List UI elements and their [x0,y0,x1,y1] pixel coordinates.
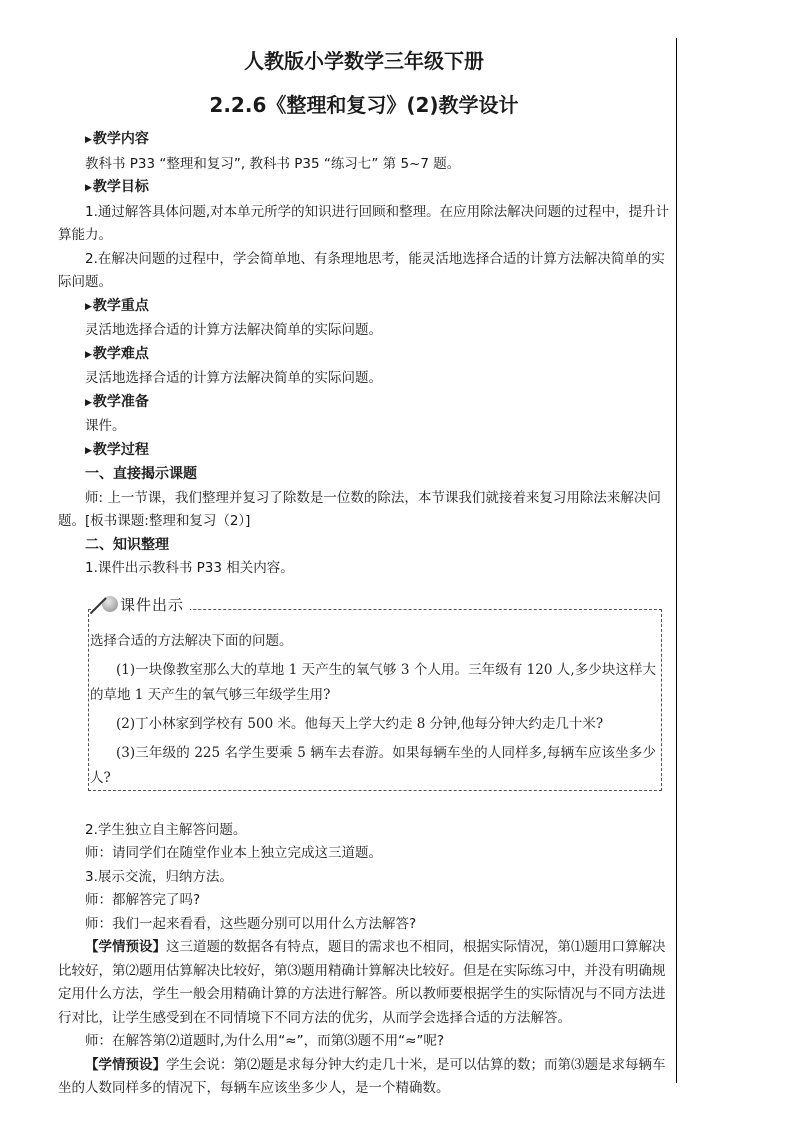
process-step2: 2.学生独立自主解答问题。 [85,821,247,838]
document-body [58,46,670,1101]
courseware-label-text: 课件出示 [120,595,185,614]
learning-preset-2 [58,1054,670,1101]
learning-preset-1 [58,936,670,1030]
courseware-question-2: (2)丁小林家到学校有 500 米。他每天上学大约走 8 分钟,他每分钟大约走几十米? [116,715,604,732]
bullet-arrow-icon: ▶ [85,397,92,408]
heading-text: 教学难点 [92,345,149,362]
section-heading-key [58,295,670,320]
preset-tag: 【学情预设】 [85,939,166,955]
heading-text: 教学过程 [92,441,149,458]
goal-2: 2.在解决问题的过程中，学会简单地、有条理地思考，能灵活地选择合适的计算方法解决简单的实际问题。 [58,250,665,290]
margin-rule-line [676,38,677,1083]
bullet-arrow-icon: ▶ [85,445,92,456]
process-part2-heading: 二、知识整理 [85,536,169,553]
goal-1: 1.通过解答具体问题,对本单元所学的知识进行回顾和整理。在应用除法解决问题的过程中，提升计算能力。 [58,203,670,243]
document-subtitle: 2.2.6《整理和复习》(2)教学设计 [209,93,519,117]
difficulty-text: 灵活地选择合适的计算方法解决简单的实际问题。 [85,370,382,386]
process-step1: 1.课件出示教科书 P33 相关内容。 [85,560,294,576]
courseware-question-3: (3)三年级的 225 名学生要乘 5 辆车去春游。如果每辆车坐的人同样多,每辆车应该坐多少人? [90,744,656,786]
process-step3: 3.展示交流，归纳方法。 [85,868,233,885]
bullet-arrow-icon: ▶ [85,301,92,312]
teacher-line-4: 师：在解答第⑵道题时,为什么用“≈”，而第⑶题不用“≈”呢? [85,1033,445,1049]
teacher-line-3: 师：我们一起来看看，这些题分别可以用什么方法解答? [85,915,417,932]
section-heading-content [58,128,670,153]
content-text: 教科书 P33 “整理和复习”, 教科书 P35 “练习七” 第 5~7 题。 [85,155,461,172]
courseware-box [58,593,670,813]
heading-text: 教学重点 [92,297,149,314]
section-heading-goals [58,176,670,201]
preset-text: 这三道题的数据各有特点，题目的需求也不相同，根据实际情况，第⑴题用口算解决比较好，第⑵题用估算解决比较好，第⑶题用精确计算解决比较好。但是在实际练习中，并没有明确规定用什么方法，学生一般会用精确计算的方法进行解答。所以教师要根据学生的实际情况与不同方法进行对比，让学生感受到在不同情境下不同方法的优劣，从而学会选择合适的方法解答。 [58,939,666,1026]
section-heading-preparation [58,391,670,416]
preset-text: 学生会说：第⑵题是求每分钟大约走几十米，是可以估算的数；而第⑶题是求每辆车坐的人数同样多的情况下，每辆车应该坐多少人，是一个精确数。 [58,1056,666,1096]
courseware-lead: 选择合适的方法解决下面的问题。 [90,632,293,649]
heading-text: 教学准备 [92,393,149,410]
bullet-arrow-icon: ▶ [85,349,92,360]
heading-text: 教学内容 [92,131,149,147]
key-text: 灵活地选择合适的计算方法解决简单的实际问题。 [85,322,382,338]
section-heading-process [58,439,670,464]
teacher-line-2: 师：都解答完了吗? [85,892,201,908]
teacher-line-1: 师：请同学们在随堂作业本上独立完成这三道题。 [85,845,382,861]
section-heading-difficulty [58,343,670,368]
document-title: 人教版小学数学三年级下册 [244,49,484,73]
process-part1-text: 师: 上一节课，我们整理并复习了除数是一位数的除法，本节课我们就接着来复习用除法来解决问题。[板书课题:整理和复习（2）] [58,489,661,529]
courseware-question-1: (1)一块像教室那么大的草地 1 天产生的氧气够 3 个人用。三年级有 120 人,多少块这样大的草地 1 天产生的氧气够三年级学生用? [90,661,656,703]
preset-tag: 【学情预设】 [85,1056,166,1073]
bullet-arrow-icon: ▶ [85,183,92,193]
bullet-arrow-icon: ▶ [85,135,92,145]
heading-text: 教学目标 [92,179,149,195]
courseware-label [98,593,190,617]
process-part1-heading: 一、直接揭示课题 [85,466,197,482]
preparation-text: 课件。 [85,418,126,434]
courseware-content [90,629,656,795]
